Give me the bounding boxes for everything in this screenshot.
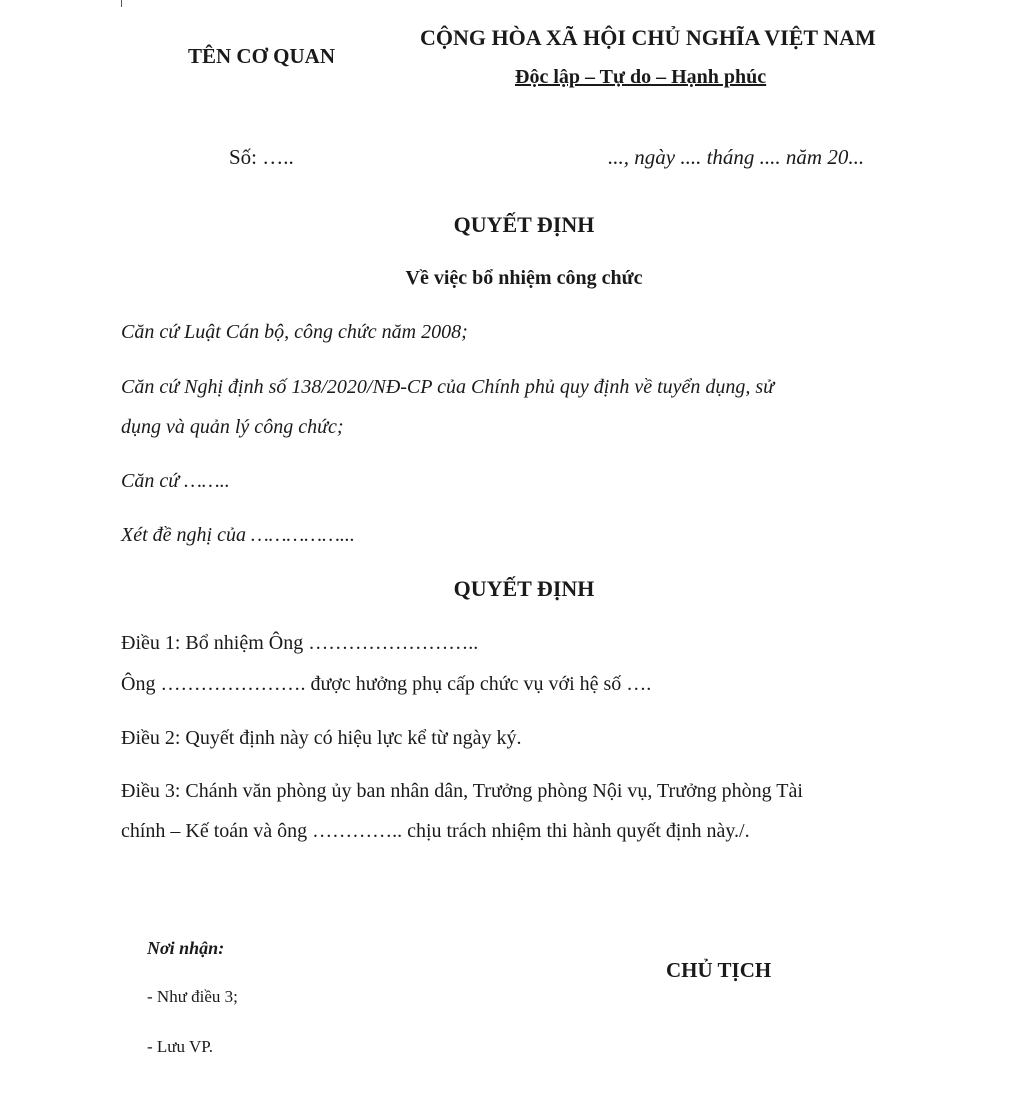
legal-basis-2-cont: dụng và quản lý công chức; <box>121 416 344 438</box>
national-motto: Độc lập – Tự do – Hạnh phúc <box>515 66 767 88</box>
article-2: Điều 2: Quyết định này có hiệu lực kể từ ngày ký. <box>121 727 522 749</box>
decision-heading: QUYẾT ĐỊNH <box>453 576 595 601</box>
proposal-basis: Xét đề nghị của ……………... <box>121 524 355 546</box>
agency-name: TÊN CƠ QUAN <box>188 44 336 68</box>
signature-position: CHỦ TỊCH <box>666 958 772 982</box>
recipient-item: - Lưu VP. <box>147 1037 214 1056</box>
legal-basis-3: Căn cứ …….. <box>121 470 230 492</box>
document-subject: Về việc bổ nhiệm công chức <box>405 267 643 289</box>
legal-basis-2: Căn cứ Nghị định số 138/2020/NĐ-CP của Chính phủ quy định về tuyển dụng, sử <box>121 376 775 398</box>
article-3-cont: chính – Kế toán và ông ………….. chịu trách nhiệm thi hành quyết định này./. <box>121 820 750 842</box>
article-1-allowance: Ông …………………. được hưởng phụ cấp chức vụ với hệ số …. <box>121 673 652 695</box>
document-date: ..., ngày .... tháng .... năm 20... <box>608 145 865 169</box>
document-number: Số: ….. <box>229 145 294 169</box>
legal-basis-1: Căn cứ Luật Cán bộ, công chức năm 2008; <box>121 321 468 343</box>
article-3: Điều 3: Chánh văn phòng ủy ban nhân dân, Trưởng phòng Nội vụ, Trưởng phòng Tài <box>121 780 803 802</box>
document-title: QUYẾT ĐỊNH <box>453 212 595 237</box>
article-1: Điều 1: Bổ nhiệm Ông …………………….. <box>121 632 479 654</box>
text-cursor <box>121 0 122 7</box>
recipients-title: Nơi nhận: <box>147 938 225 958</box>
recipient-item: - Như điều 3; <box>147 987 238 1006</box>
national-title: CỘNG HÒA XÃ HỘI CHỦ NGHĨA VIỆT NAM <box>420 25 876 50</box>
